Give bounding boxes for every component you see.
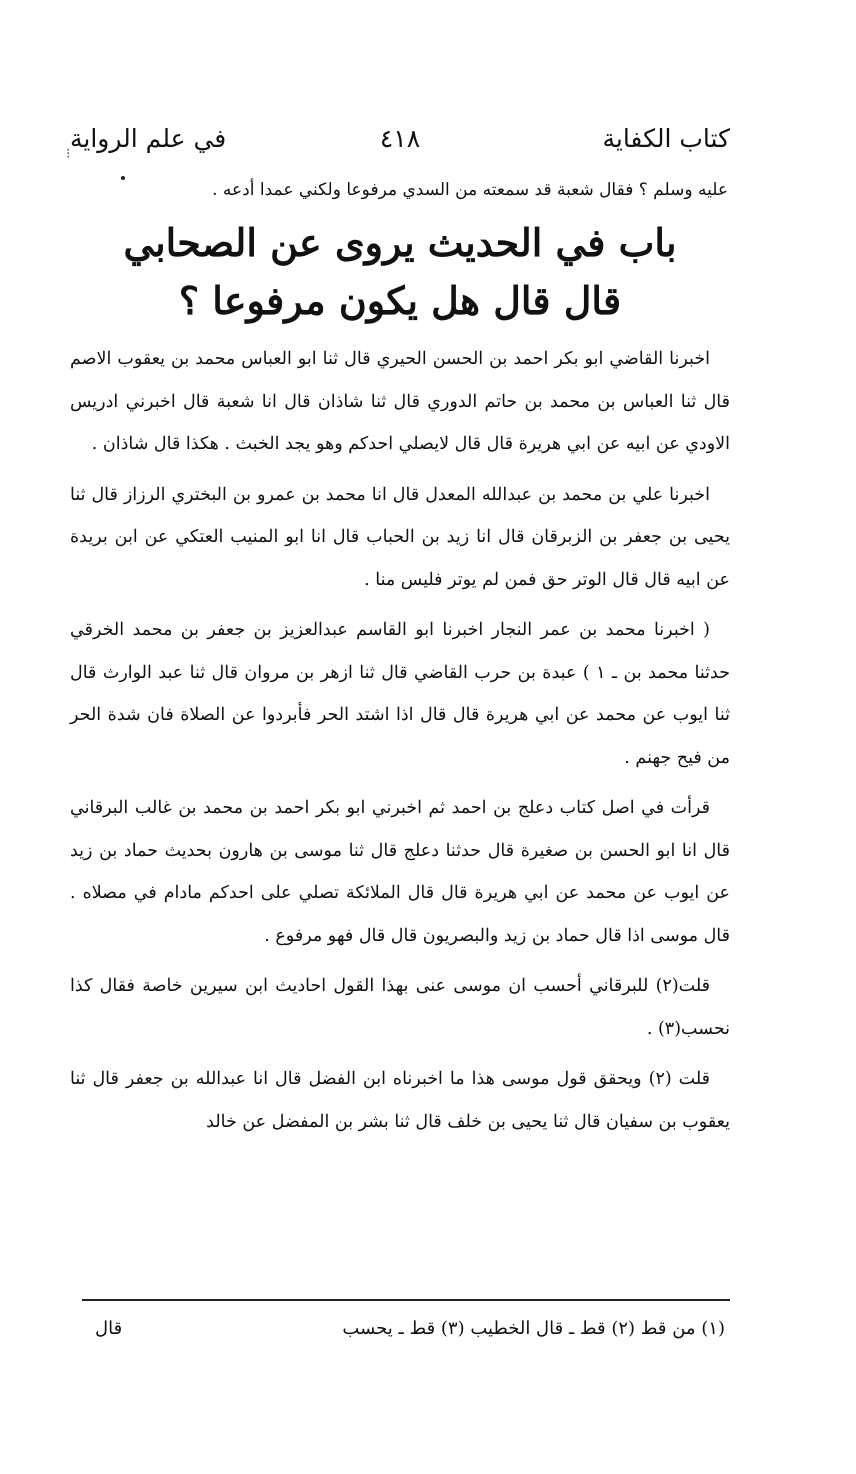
paragraph-5: قلت(٢) للبرقاني أحسب ان موسى عنى بهذا القول احاديث ابن سيرين خاصة فقال كذا نحسب(٣) .: [70, 976, 730, 1039]
footnote-text: (١) من قط (٢) قط ـ قال الخطيب (٣) قط ـ يحسب: [342, 1318, 725, 1339]
paragraph-3: ( اخبرنا محمد بن عمر النجار اخبرنا ابو القاسم عبدالعزيز بن جعفر بن محمد الخرقي حدثنا محمد بن ـ ١ ) عبدة بن حرب القاضي قال ثنا ازهر بن مروان قال ثنا عبد الوارث قال ثنا ايوب عن محمد عن ابي هريرة قال قال اذا اشتد الحر فأبردوا عن الصلاة فان شدة الحر من فيح جهنم .: [70, 620, 731, 768]
paragraph-4: قرأت في اصل كتاب دعلج بن احمد ثم اخبرني ابو بكر احمد بن محمد بن غالب البرقاني قال انا ابو الحسن بن صغيرة قال حدثنا دعلج قال ثنا موسى بن هارون بحديث حماد بن زيد عن ايوب عن محمد عن ابي هريرة قال قال الملائكة تصلي على احدكم مادام في مصلاه . قال موسى اذا قال حماد بن زيد والبصريون قال قال فهو مرفوع .: [70, 798, 730, 946]
book-subject: في علم الرواية: [70, 124, 227, 153]
book-title: كتاب الكفاية: [602, 124, 730, 153]
page-edge-mark: ⁝: [66, 146, 71, 162]
paragraph-6: قلت (٢) ويحقق قول موسى هذا ما اخبرناه ابن الفضل قال انا عبدالله بن جعفر قال ثنا يعقوب بن سفيان قال ثنا يحيى بن خلف قال ثنا بشر بن المفضل عن خالد: [70, 1069, 730, 1132]
footnotes: [95, 1318, 725, 1352]
catchword: قال: [95, 1318, 123, 1339]
margin-dot: [121, 176, 125, 180]
chapter-title-line1: باب في الحديث يروى عن الصحابي: [123, 220, 677, 265]
paragraph-1: اخبرنا القاضي ابو بكر احمد بن الحسن الحيري قال ثنا ابو العباس محمد بن يعقوب الاصم قال ثنا العباس بن محمد بن حاتم الدوري قال ثنا شاذان قال انا شعبة قال اخبرني ادريس الاودي عن ابيه عن ابي هريرة قال قال لايصلي احدكم وهو يجد الخبث . هكذا قال شاذان .: [70, 349, 730, 454]
paragraph-2: اخبرنا علي بن محمد بن عبدالله المعدل قال انا محمد بن عمرو بن البختري الرزاز قال ثنا يحيى بن جعفر بن الزبرقان قال انا زيد بن الحباب قال انا ابو المنيب العتكي عن ابن بريدة عن ابيه قال قال الوتر حق فمن لم يوتر فليس منا .: [70, 484, 730, 590]
chapter-title-line2: قال قال هل يكون مرفوعا ؟: [178, 278, 622, 323]
footnote-divider: [82, 1299, 730, 1301]
continuation-line: عليه وسلم ؟ فقال شعبة قد سمعته من السدي مرفوعا ولكني عمدا أدعه .: [212, 180, 728, 200]
book-page: [70, 118, 730, 1143]
running-header: [70, 118, 730, 170]
page-number: ٤١٨: [379, 124, 421, 153]
